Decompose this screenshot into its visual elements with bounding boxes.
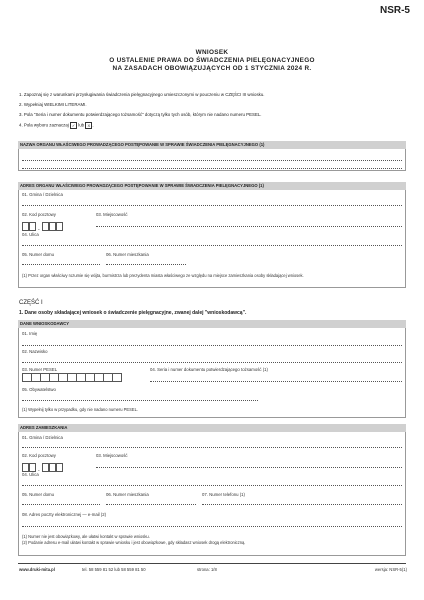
instruction-1: 1. Zapoznaj się z warunkami przysługiwania świadczenia pielęgnacyjnego umieszczonymi w pouczeniu w CZĘŚCI III wniosku. bbox=[19, 92, 265, 97]
address-field-06-input[interactable] bbox=[106, 504, 196, 505]
postal-box[interactable] bbox=[42, 463, 49, 472]
applicant-field-05-label: 05. Obywatelstwo bbox=[22, 387, 56, 392]
organ-field-06-input[interactable] bbox=[106, 264, 186, 265]
organ-field-01-input[interactable] bbox=[22, 205, 402, 206]
address-field-07-input[interactable] bbox=[202, 504, 402, 505]
footer-divider bbox=[18, 563, 406, 564]
part-1-heading: CZĘŚĆ I bbox=[19, 300, 43, 306]
postal-box[interactable] bbox=[49, 222, 56, 231]
address-field-01-label: 01. Gmina / Dzielnica bbox=[22, 435, 63, 440]
address-footnote-2: (2) Podanie adresu e-mail ułatwi kontakt w sprawie wniosku i jest obowiązkowe, gdy składasz wniosek drogą elektroniczną. bbox=[22, 540, 246, 545]
x-example-icon: X bbox=[85, 122, 92, 129]
postal-box[interactable] bbox=[56, 222, 63, 231]
footer-phone: tel. 58 559 81 52 lub 58 559 81 50 bbox=[82, 567, 146, 572]
applicant-footnote: (1) Wypełnij tylko w przypadku, gdy nie nadano numeru PESEL. bbox=[22, 407, 139, 412]
title-line-2: O USTALENIE PRAWA DO ŚWIADCZENIA PIELĘGNACYJNEGO bbox=[109, 57, 315, 64]
organ-name-header: NAZWA ORGANU WŁAŚCIWEGO PROWADZĄCEGO POSTĘPOWANIE W SPRAWIE ŚWIADCZENIA PIELĘGNACYJNEGO (1) bbox=[18, 141, 406, 149]
organ-field-05-label: 05. Numer domu bbox=[22, 252, 55, 257]
residence-address-header: ADRES ZAMIESZKANIA bbox=[18, 424, 406, 432]
applicant-first-name-input[interactable] bbox=[22, 345, 402, 346]
address-footnote-1: (1) Numer nie jest obowiązkowy, ale ułatwi kontakt w sprawie wniosku. bbox=[22, 534, 150, 539]
organ-field-01-label: 01. Gmina / Dzielnica bbox=[22, 192, 63, 197]
instruction-4 bbox=[19, 122, 94, 129]
organ-field-03-input[interactable] bbox=[96, 226, 402, 227]
form-code: NSR-5 bbox=[379, 5, 410, 16]
address-field-01-input[interactable] bbox=[22, 447, 402, 448]
address-field-07-label: 07. Numer telefonu (1) bbox=[202, 492, 245, 497]
postal-box[interactable] bbox=[56, 463, 63, 472]
address-field-08-label: 08. Adres poczty elektronicznej — e-mail (2) bbox=[22, 512, 107, 517]
postal-box[interactable] bbox=[29, 222, 36, 231]
address-field-03-label: 03. Miejscowość bbox=[96, 453, 128, 458]
organ-field-04-label: 04. Ulica bbox=[22, 232, 39, 237]
checkmark-example-icon: ✓ bbox=[71, 123, 76, 128]
organ-name-line-1[interactable] bbox=[22, 160, 402, 161]
address-field-05-input[interactable] bbox=[22, 504, 100, 505]
address-field-04-input[interactable] bbox=[22, 485, 402, 486]
applicant-field-04-label: 04. Seria i numer dokumentu potwierdzającego tożsamość (1) bbox=[150, 367, 268, 372]
address-email-input[interactable] bbox=[22, 526, 402, 527]
instruction-4-end: . bbox=[92, 122, 94, 128]
address-field-05-label: 05. Numer domu bbox=[22, 492, 55, 497]
applicant-last-name-input[interactable] bbox=[22, 362, 402, 363]
address-field-06-label: 06. Numer mieszkania bbox=[106, 492, 149, 497]
organ-postal-code-boxes[interactable]: - bbox=[22, 218, 63, 236]
applicant-data-header: DANE WNIOSKODAWCY bbox=[18, 320, 406, 328]
instruction-4-prefix: 4. Pola wyboru zaznaczaj bbox=[19, 122, 69, 128]
address-field-03-input[interactable] bbox=[96, 467, 402, 468]
part-1-subheading: 1. Dane osoby składającej wniosek o świadczenie pielęgnacyjne, zwanej dalej "wnioskodawcą". bbox=[19, 310, 247, 316]
address-field-04-label: 04. Ulica bbox=[22, 472, 39, 477]
organ-address-header: ADRES ORGANU WŁAŚCIWEGO PROWADZĄCEGO POSTĘPOWANIE W SPRAWIE ŚWIADCZENIA PIELĘGNACYJNEGO (1) bbox=[18, 182, 406, 190]
address-postal-code-boxes[interactable]: - bbox=[22, 459, 63, 477]
organ-footnote: (1) Przez organ właściwy rozumie się wójta, burmistrza lub prezydenta miasta właściwego ze względu na miejsce zamieszkania osoby składającej wniosek. bbox=[22, 273, 304, 278]
applicant-citizenship-input[interactable] bbox=[22, 400, 258, 401]
organ-field-06-label: 06. Numer mieszkania bbox=[106, 252, 149, 257]
title-line-3: NA ZASADACH OBOWIĄZUJĄCYCH OD 1 STYCZNIA 2024 R. bbox=[112, 65, 312, 72]
applicant-id-document-input[interactable] bbox=[150, 381, 402, 382]
postal-box[interactable] bbox=[29, 463, 36, 472]
footer-page: strona: 1/8 bbox=[197, 567, 217, 572]
title-line-1: WNIOSEK bbox=[195, 49, 229, 56]
instruction-4-or: lub bbox=[78, 122, 85, 128]
organ-name-line-2[interactable] bbox=[22, 168, 402, 169]
footer-site: www.druki-mita.pl bbox=[19, 567, 55, 572]
postal-box[interactable] bbox=[22, 463, 29, 472]
organ-field-02-label: 02. Kod pocztowy bbox=[22, 212, 56, 217]
pesel-boxes[interactable] bbox=[22, 373, 122, 382]
address-field-02-label: 02. Kod pocztowy bbox=[22, 453, 56, 458]
postal-box[interactable] bbox=[42, 222, 49, 231]
organ-field-05-input[interactable] bbox=[22, 264, 100, 265]
postal-box[interactable] bbox=[22, 222, 29, 231]
instruction-2: 2. Wypełniaj WIELKIMI LITERAMI. bbox=[19, 102, 87, 107]
postal-box[interactable] bbox=[49, 463, 56, 472]
organ-field-03-label: 03. Miejscowość bbox=[96, 212, 128, 217]
applicant-field-03-label: 03. Numer PESEL bbox=[22, 367, 58, 372]
applicant-field-02-label: 02. Nazwisko bbox=[22, 349, 48, 354]
footer-version: wersja: NSR-5(1) bbox=[374, 567, 407, 572]
applicant-field-01-label: 01. Imię bbox=[22, 331, 38, 336]
instruction-3: 3. Pola "Seria i numer dokumentu potwierdzającego tożsamość" dotyczą tylko tych osób, którym nie nadano numeru PESEL. bbox=[19, 112, 262, 117]
organ-field-04-input[interactable] bbox=[22, 245, 402, 246]
